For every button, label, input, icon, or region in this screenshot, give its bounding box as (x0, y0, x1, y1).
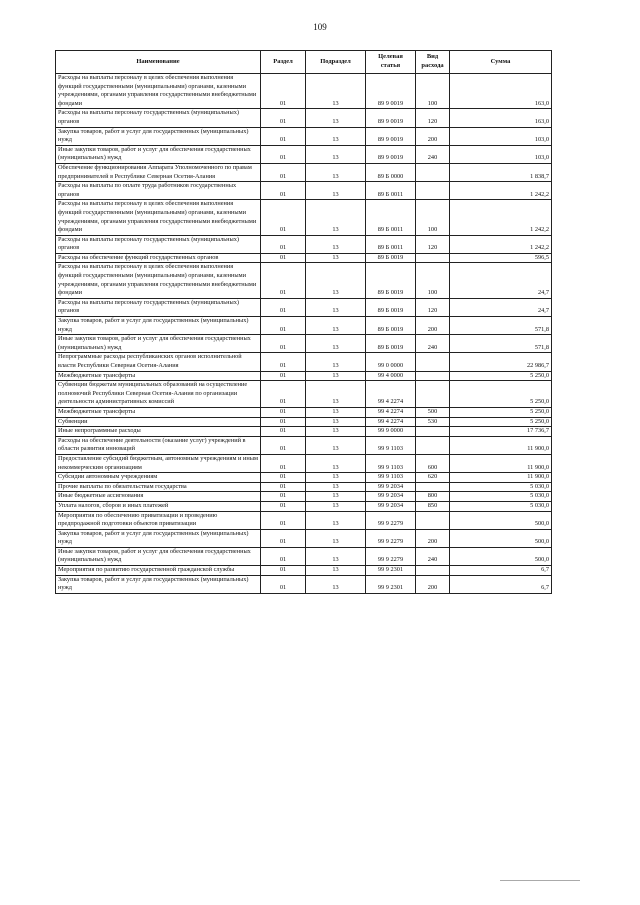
cell-name: Прочие выплаты по обязательствам государства (56, 482, 261, 492)
cell-type: 240 (416, 335, 450, 353)
cell-subsection: 13 (306, 298, 366, 316)
cell-subsection: 13 (306, 407, 366, 417)
cell-subsection: 13 (306, 492, 366, 502)
cell-subsection: 13 (306, 74, 366, 109)
cell-target: 99 4 2274 (366, 407, 416, 417)
cell-section: 01 (261, 427, 306, 437)
cell-section: 01 (261, 417, 306, 427)
cell-type: 240 (416, 145, 450, 163)
cell-target: 99 9 2279 (366, 529, 416, 547)
cell-sum: 5 030,0 (450, 501, 552, 511)
table-row (56, 317, 552, 335)
cell-name: Расходы на выплаты персоналу в целях обеспечения выполнения функций государственными (муниципальными) органами, казенными учреждениями, органами управления государственными внебюджетными фондами (56, 263, 261, 298)
cell-name: Уплата налогов, сборов и иных платежей (56, 501, 261, 511)
cell-type (416, 436, 450, 454)
cell-sum: 11 900,0 (450, 454, 552, 472)
cell-target: 89 Б 0019 (366, 317, 416, 335)
cell-type (416, 163, 450, 181)
cell-name: Расходы на обеспечение деятельности (оказание услуг) учреждений в области развития инноваций (56, 436, 261, 454)
cell-name: Субвенции бюджетам муниципальных образований на осуществление полномочий Республики Северная Осетия-Алания по организации деятельности административных комиссий (56, 381, 261, 408)
cell-name: Иные закупки товаров, работ и услуг для обеспечения государственных (муниципальных) нужд (56, 547, 261, 565)
cell-target: 89 Б 0011 (366, 182, 416, 200)
cell-target: 89 Б 0019 (366, 298, 416, 316)
cell-target: 99 4 2274 (366, 417, 416, 427)
cell-subsection: 13 (306, 427, 366, 437)
table-row (56, 298, 552, 316)
cell-name: Мероприятия по развитию государственной гражданской службы (56, 566, 261, 576)
table-row (56, 109, 552, 127)
cell-section: 01 (261, 317, 306, 335)
cell-subsection: 13 (306, 263, 366, 298)
cell-name: Расходы на выплаты персоналу государственных (муниципальных) органов (56, 109, 261, 127)
cell-target: 99 9 2279 (366, 511, 416, 529)
header-sum: Сумма (450, 51, 552, 74)
cell-name: Расходы на выплаты персоналу в целях обеспечения выполнения функций государственными (муниципальными) органами, казенными учреждениями, органами управления государственными внебюджетными фондами (56, 200, 261, 235)
cell-sum: 596,5 (450, 253, 552, 263)
cell-sum: 1 242,2 (450, 235, 552, 253)
cell-type: 240 (416, 547, 450, 565)
cell-type: 100 (416, 200, 450, 235)
cell-type: 530 (416, 417, 450, 427)
cell-type (416, 353, 450, 371)
cell-sum: 1 838,7 (450, 163, 552, 181)
cell-section: 01 (261, 145, 306, 163)
cell-name: Расходы на выплаты персоналу государственных (муниципальных) органов (56, 298, 261, 316)
cell-target: 89 Б 0019 (366, 263, 416, 298)
cell-type: 100 (416, 74, 450, 109)
table-row (56, 492, 552, 502)
cell-name: Субсидии автономным учреждениям (56, 473, 261, 483)
cell-section: 01 (261, 473, 306, 483)
table-row (56, 74, 552, 109)
cell-type: 850 (416, 501, 450, 511)
cell-section: 01 (261, 529, 306, 547)
cell-name: Расходы на выплаты по оплате труда работников государственных органов (56, 182, 261, 200)
cell-name: Расходы на выплаты персоналу государственных (муниципальных) органов (56, 235, 261, 253)
cell-subsection: 13 (306, 454, 366, 472)
table-row (56, 575, 552, 593)
cell-section: 01 (261, 407, 306, 417)
cell-subsection: 13 (306, 200, 366, 235)
cell-type: 200 (416, 575, 450, 593)
page-number: 109 (313, 22, 327, 32)
cell-subsection: 13 (306, 529, 366, 547)
cell-target: 99 9 2034 (366, 492, 416, 502)
cell-sum: 500,0 (450, 547, 552, 565)
cell-target: 99 0 0000 (366, 353, 416, 371)
header-target: Целевая статья (366, 51, 416, 74)
cell-sum: 103,0 (450, 127, 552, 145)
cell-subsection: 13 (306, 482, 366, 492)
cell-subsection: 13 (306, 547, 366, 565)
cell-section: 01 (261, 492, 306, 502)
cell-type: 500 (416, 407, 450, 417)
table-row (56, 235, 552, 253)
cell-sum: 103,0 (450, 145, 552, 163)
cell-type (416, 511, 450, 529)
cell-section: 01 (261, 566, 306, 576)
cell-section: 01 (261, 127, 306, 145)
cell-type: 800 (416, 492, 450, 502)
cell-type (416, 381, 450, 408)
cell-target: 89 Б 0019 (366, 253, 416, 263)
table-row (56, 371, 552, 381)
table-row (56, 263, 552, 298)
cell-target: 89 Б 0011 (366, 200, 416, 235)
table-row (56, 417, 552, 427)
table-row (56, 200, 552, 235)
cell-type: 120 (416, 298, 450, 316)
cell-section: 01 (261, 511, 306, 529)
cell-target: 99 9 1103 (366, 473, 416, 483)
cell-type: 200 (416, 127, 450, 145)
table-row (56, 335, 552, 353)
cell-target: 89 9 0019 (366, 145, 416, 163)
cell-subsection: 13 (306, 436, 366, 454)
cell-subsection: 13 (306, 371, 366, 381)
table-row (56, 127, 552, 145)
cell-section: 01 (261, 182, 306, 200)
cell-sum: 11 900,0 (450, 473, 552, 483)
cell-name: Непрограммные расходы республиканских органов исполнительной власти Республики Северная Осетия-Алания (56, 353, 261, 371)
cell-sum: 163,0 (450, 109, 552, 127)
cell-subsection: 13 (306, 353, 366, 371)
cell-sum: 5 250,0 (450, 381, 552, 408)
cell-section: 01 (261, 501, 306, 511)
cell-type: 620 (416, 473, 450, 483)
cell-sum: 571,8 (450, 317, 552, 335)
cell-sum: 17 736,7 (450, 427, 552, 437)
cell-sum: 500,0 (450, 529, 552, 547)
table-row (56, 145, 552, 163)
cell-type: 120 (416, 235, 450, 253)
cell-sum: 163,0 (450, 74, 552, 109)
cell-target: 99 9 2279 (366, 547, 416, 565)
cell-sum: 1 242,2 (450, 182, 552, 200)
table-row (56, 566, 552, 576)
cell-name: Межбюджетные трансферты (56, 407, 261, 417)
table-row (56, 163, 552, 181)
cell-target: 89 Б 0019 (366, 335, 416, 353)
cell-name: Межбюджетные трансферты (56, 371, 261, 381)
cell-section: 01 (261, 163, 306, 181)
cell-subsection: 13 (306, 473, 366, 483)
cell-type (416, 427, 450, 437)
cell-target: 89 9 0019 (366, 127, 416, 145)
table-row (56, 454, 552, 472)
cell-section: 01 (261, 235, 306, 253)
cell-target: 99 4 0000 (366, 371, 416, 381)
cell-section: 01 (261, 381, 306, 408)
cell-type: 100 (416, 263, 450, 298)
cell-sum: 500,0 (450, 511, 552, 529)
cell-sum: 1 242,2 (450, 200, 552, 235)
table-row (56, 473, 552, 483)
cell-target: 99 9 2034 (366, 501, 416, 511)
header-section: Раздел (261, 51, 306, 74)
cell-section: 01 (261, 253, 306, 263)
cell-type (416, 482, 450, 492)
cell-name: Расходы на выплаты персоналу в целях обеспечения выполнения функций государственными (муниципальными) органами, казенными учреждениями, органами управления государственными внебюджетными фондами (56, 74, 261, 109)
cell-target: 89 Б 0000 (366, 163, 416, 181)
cell-type (416, 253, 450, 263)
cell-subsection: 13 (306, 501, 366, 511)
cell-target: 99 9 1103 (366, 454, 416, 472)
scan-edge-line (500, 880, 580, 881)
cell-subsection: 13 (306, 381, 366, 408)
cell-subsection: 13 (306, 335, 366, 353)
table-row (56, 353, 552, 371)
cell-section: 01 (261, 353, 306, 371)
cell-type: 200 (416, 317, 450, 335)
cell-name: Иные закупки товаров, работ и услуг для обеспечения государственных (муниципальных) нужд (56, 335, 261, 353)
cell-target: 89 9 0019 (366, 109, 416, 127)
cell-section: 01 (261, 454, 306, 472)
cell-name: Предоставление субсидий бюджетным, автономным учреждениям и иным некоммерческим организациям (56, 454, 261, 472)
table-row (56, 529, 552, 547)
cell-subsection: 13 (306, 127, 366, 145)
cell-type: 200 (416, 529, 450, 547)
cell-subsection: 13 (306, 417, 366, 427)
cell-name: Закупка товаров, работ и услуг для государственных (муниципальных) нужд (56, 575, 261, 593)
cell-section: 01 (261, 371, 306, 381)
cell-type: 120 (416, 109, 450, 127)
budget-table (55, 50, 552, 594)
cell-sum: 22 986,7 (450, 353, 552, 371)
table-row (56, 407, 552, 417)
header-subsection: Подраздел (306, 51, 366, 74)
cell-section: 01 (261, 436, 306, 454)
cell-name: Иные закупки товаров, работ и услуг для обеспечения государственных (муниципальных) нужд (56, 145, 261, 163)
cell-target: 99 9 2301 (366, 575, 416, 593)
table-row (56, 253, 552, 263)
cell-name: Закупка товаров, работ и услуг для государственных (муниципальных) нужд (56, 317, 261, 335)
cell-target: 89 Б 0011 (366, 235, 416, 253)
cell-subsection: 13 (306, 253, 366, 263)
table-row (56, 436, 552, 454)
cell-sum: 5 250,0 (450, 417, 552, 427)
cell-section: 01 (261, 547, 306, 565)
header-name: Наименование (56, 51, 261, 74)
cell-subsection: 13 (306, 511, 366, 529)
table-row (56, 501, 552, 511)
cell-name: Мероприятия по обеспечению приватизации и проведению предпродажной подготовки объектов приватизации (56, 511, 261, 529)
cell-subsection: 13 (306, 163, 366, 181)
header-type: Вид расхода (416, 51, 450, 74)
cell-target: 89 9 0019 (366, 74, 416, 109)
cell-sum: 24,7 (450, 298, 552, 316)
cell-type (416, 182, 450, 200)
cell-section: 01 (261, 109, 306, 127)
cell-name: Закупка товаров, работ и услуг для государственных (муниципальных) нужд (56, 529, 261, 547)
cell-name: Расходы на обеспечение функций государственных органов (56, 253, 261, 263)
cell-section: 01 (261, 335, 306, 353)
cell-type: 600 (416, 454, 450, 472)
cell-sum: 6,7 (450, 566, 552, 576)
cell-target: 99 9 2301 (366, 566, 416, 576)
cell-name: Обеспечение функционирования Аппарата Уполномоченного по правам предпринимателей в Республике Северная Осетия-Алания (56, 163, 261, 181)
table-row (56, 381, 552, 408)
cell-name: Субвенции (56, 417, 261, 427)
cell-subsection: 13 (306, 235, 366, 253)
cell-subsection: 13 (306, 317, 366, 335)
cell-type (416, 566, 450, 576)
table-row (56, 482, 552, 492)
cell-subsection: 13 (306, 145, 366, 163)
cell-section: 01 (261, 298, 306, 316)
table-row (56, 427, 552, 437)
cell-subsection: 13 (306, 575, 366, 593)
table-row (56, 182, 552, 200)
cell-name: Закупка товаров, работ и услуг для государственных (муниципальных) нужд (56, 127, 261, 145)
cell-sum: 5 030,0 (450, 492, 552, 502)
cell-sum: 5 250,0 (450, 407, 552, 417)
cell-sum: 5 030,0 (450, 482, 552, 492)
cell-target: 99 9 2034 (366, 482, 416, 492)
cell-subsection: 13 (306, 182, 366, 200)
cell-sum: 6,7 (450, 575, 552, 593)
cell-target: 99 9 1103 (366, 436, 416, 454)
table-header-row (56, 51, 552, 74)
cell-sum: 24,7 (450, 263, 552, 298)
cell-type (416, 371, 450, 381)
cell-section: 01 (261, 482, 306, 492)
cell-target: 99 4 2274 (366, 381, 416, 408)
cell-section: 01 (261, 263, 306, 298)
cell-section: 01 (261, 575, 306, 593)
cell-subsection: 13 (306, 109, 366, 127)
table-row (56, 547, 552, 565)
cell-name: Иные непрограммные расходы (56, 427, 261, 437)
cell-sum: 11 900,0 (450, 436, 552, 454)
cell-section: 01 (261, 74, 306, 109)
cell-sum: 571,8 (450, 335, 552, 353)
cell-sum: 5 250,0 (450, 371, 552, 381)
table-row (56, 511, 552, 529)
cell-name: Иные бюджетные ассигнования (56, 492, 261, 502)
cell-target: 99 9 0000 (366, 427, 416, 437)
cell-section: 01 (261, 200, 306, 235)
cell-subsection: 13 (306, 566, 366, 576)
